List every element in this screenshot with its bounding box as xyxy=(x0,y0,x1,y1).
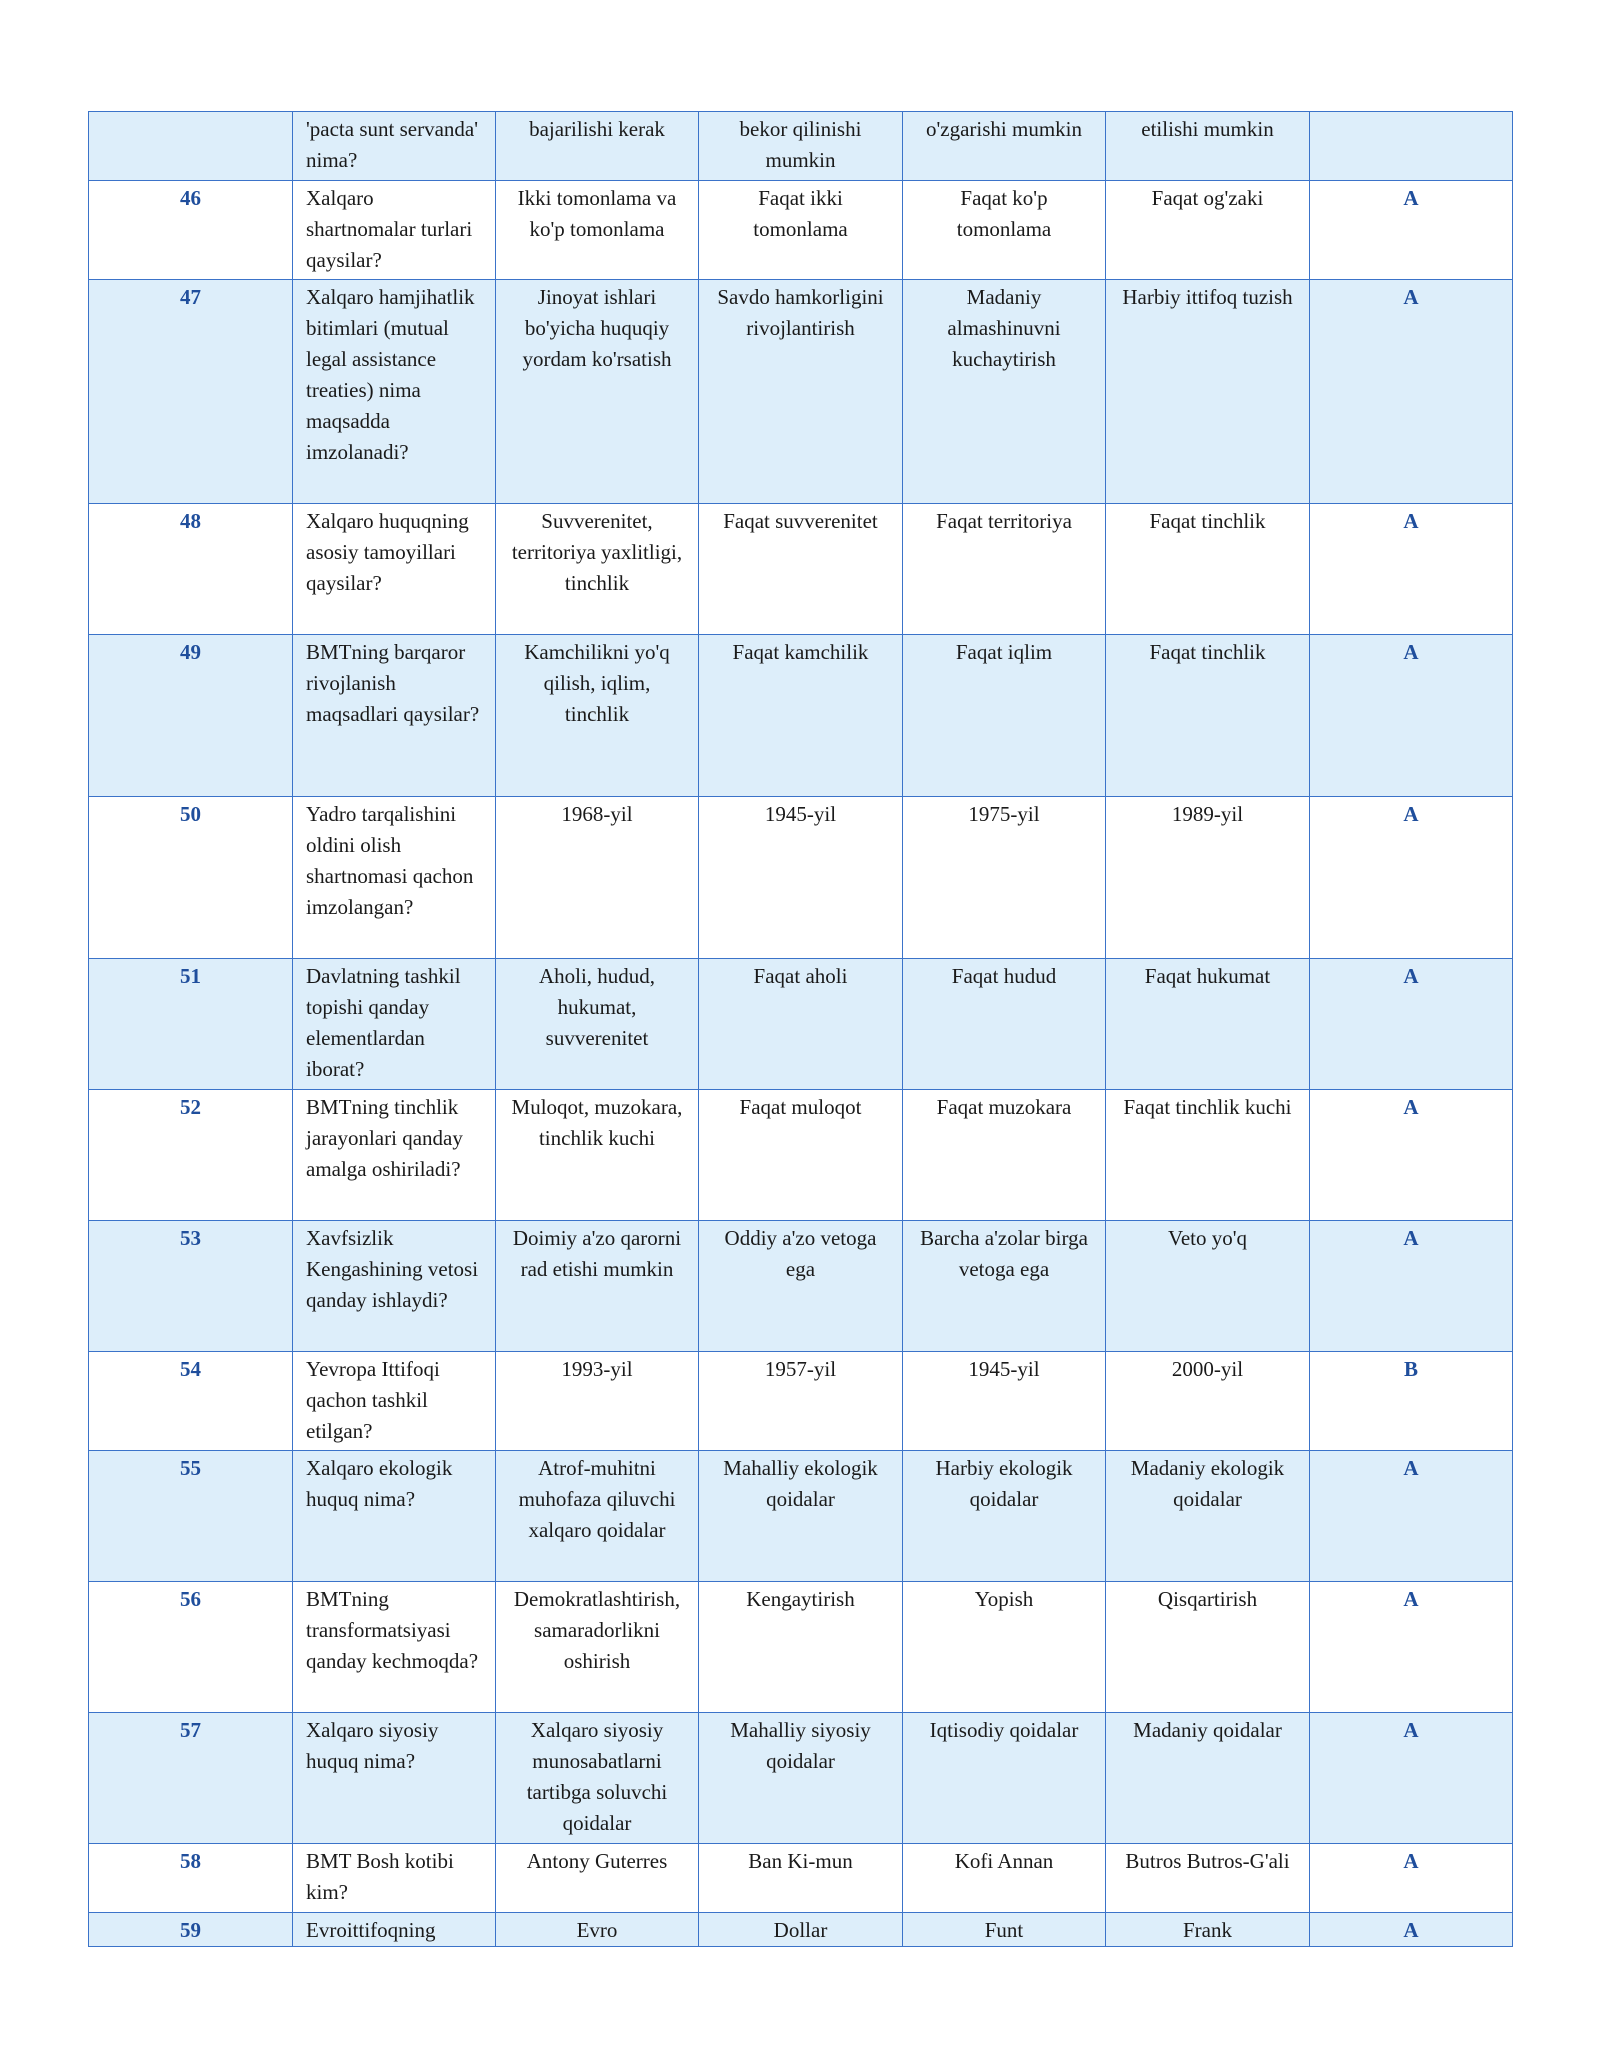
option-a: Aholi, hudud, hukumat, suvverenitet xyxy=(496,959,699,1090)
option-c: Faqat hudud xyxy=(903,959,1106,1090)
question-text: Yevropa Ittifoqi qachon tashkil etilgan? xyxy=(293,1352,496,1451)
option-b: Faqat aholi xyxy=(699,959,903,1090)
option-a: Atrof-muhitni muhofaza qiluvchi xalqaro qoidalar xyxy=(496,1451,699,1582)
question-number: 52 xyxy=(89,1090,293,1221)
option-d: Butros Butros-G'ali xyxy=(1106,1844,1310,1913)
correct-answer xyxy=(1310,112,1513,181)
question-number: 55 xyxy=(89,1451,293,1582)
option-b: bekor qilinishi mumkin xyxy=(699,112,903,181)
correct-answer: A xyxy=(1310,797,1513,959)
option-b: 1945-yil xyxy=(699,797,903,959)
option-c: Kofi Annan xyxy=(903,1844,1106,1913)
option-b: Faqat ikki tomonlama xyxy=(699,181,903,280)
table-row xyxy=(89,1713,1513,1844)
option-b: Mahalliy ekologik qoidalar xyxy=(699,1451,903,1582)
option-b: Kengaytirish xyxy=(699,1582,903,1713)
option-b: Faqat muloqot xyxy=(699,1090,903,1221)
option-d: Frank xyxy=(1106,1913,1310,1947)
option-a: 1993-yil xyxy=(496,1352,699,1451)
option-c: Faqat territoriya xyxy=(903,504,1106,635)
correct-answer: A xyxy=(1310,504,1513,635)
correct-answer: B xyxy=(1310,1352,1513,1451)
option-c: Barcha a'zolar birga vetoga ega xyxy=(903,1221,1106,1352)
table-row xyxy=(89,797,1513,959)
question-text: Davlatning tashkil topishi qanday elementlardan iborat? xyxy=(293,959,496,1090)
correct-answer: A xyxy=(1310,1582,1513,1713)
table-row xyxy=(89,280,1513,504)
option-a: Antony Guterres xyxy=(496,1844,699,1913)
correct-answer: A xyxy=(1310,1451,1513,1582)
table-row xyxy=(89,1582,1513,1713)
question-text: BMTning barqaror rivojlanish maqsadlari qaysilar? xyxy=(293,635,496,797)
option-d: Faqat tinchlik kuchi xyxy=(1106,1090,1310,1221)
question-text: Xalqaro hamjihatlik bitimlari (mutual legal assistance treaties) nima maqsadda imzolanadi? xyxy=(293,280,496,504)
option-a: bajarilishi kerak xyxy=(496,112,699,181)
correct-answer: A xyxy=(1310,1913,1513,1947)
option-c: Iqtisodiy qoidalar xyxy=(903,1713,1106,1844)
option-c: Faqat ko'p tomonlama xyxy=(903,181,1106,280)
option-a: Kamchilikni yo'q qilish, iqlim, tinchlik xyxy=(496,635,699,797)
correct-answer: A xyxy=(1310,635,1513,797)
option-a: Evro xyxy=(496,1913,699,1947)
question-number: 56 xyxy=(89,1582,293,1713)
table-row xyxy=(89,1352,1513,1451)
option-c: Funt xyxy=(903,1913,1106,1947)
question-text: Xalqaro ekologik huquq nima? xyxy=(293,1451,496,1582)
table-row xyxy=(89,112,1513,181)
question-number: 49 xyxy=(89,635,293,797)
table-row xyxy=(89,1913,1513,1947)
question-number: 47 xyxy=(89,280,293,504)
quiz-table-body xyxy=(89,112,1513,1947)
option-b: Faqat kamchilik xyxy=(699,635,903,797)
option-a: 1968-yil xyxy=(496,797,699,959)
question-number: 54 xyxy=(89,1352,293,1451)
option-b: 1957-yil xyxy=(699,1352,903,1451)
question-number: 59 xyxy=(89,1913,293,1947)
question-text: Xalqaro siyosiy huquq nima? xyxy=(293,1713,496,1844)
question-number xyxy=(89,112,293,181)
question-number: 50 xyxy=(89,797,293,959)
question-text: Xalqaro shartnomalar turlari qaysilar? xyxy=(293,181,496,280)
option-d: Madaniy qoidalar xyxy=(1106,1713,1310,1844)
option-b: Ban Ki-mun xyxy=(699,1844,903,1913)
correct-answer: A xyxy=(1310,280,1513,504)
option-c: 1975-yil xyxy=(903,797,1106,959)
option-b: Savdo hamkorligini rivojlantirish xyxy=(699,280,903,504)
question-number: 51 xyxy=(89,959,293,1090)
option-c: Harbiy ekologik qoidalar xyxy=(903,1451,1106,1582)
question-text: Yadro tarqalishini oldini olish shartnomasi qachon imzolangan? xyxy=(293,797,496,959)
table-row xyxy=(89,1451,1513,1582)
option-d: 2000-yil xyxy=(1106,1352,1310,1451)
question-text: 'pacta sunt servanda' nima? xyxy=(293,112,496,181)
correct-answer: A xyxy=(1310,1713,1513,1844)
table-row xyxy=(89,1844,1513,1913)
option-c: o'zgarishi mumkin xyxy=(903,112,1106,181)
option-c: Faqat muzokara xyxy=(903,1090,1106,1221)
option-a: Xalqaro siyosiy munosabatlarni tartibga soluvchi qoidalar xyxy=(496,1713,699,1844)
question-number: 57 xyxy=(89,1713,293,1844)
option-c: Faqat iqlim xyxy=(903,635,1106,797)
option-a: Suvverenitet, territoriya yaxlitligi, tinchlik xyxy=(496,504,699,635)
option-a: Jinoyat ishlari bo'yicha huquqiy yordam ko'rsatish xyxy=(496,280,699,504)
option-a: Doimiy a'zo qarorni rad etishi mumkin xyxy=(496,1221,699,1352)
table-row xyxy=(89,1090,1513,1221)
option-c: Madaniy almashinuvni kuchaytirish xyxy=(903,280,1106,504)
correct-answer: A xyxy=(1310,1844,1513,1913)
correct-answer: A xyxy=(1310,1090,1513,1221)
question-text: Evroittifoqning xyxy=(293,1913,496,1947)
table-row xyxy=(89,959,1513,1090)
option-a: Muloqot, muzokara, tinchlik kuchi xyxy=(496,1090,699,1221)
question-text: Xavfsizlik Kengashining vetosi qanday ishlaydi? xyxy=(293,1221,496,1352)
option-b: Oddiy a'zo vetoga ega xyxy=(699,1221,903,1352)
option-b: Mahalliy siyosiy qoidalar xyxy=(699,1713,903,1844)
option-a: Demokratlashtirish, samaradorlikni oshirish xyxy=(496,1582,699,1713)
question-number: 46 xyxy=(89,181,293,280)
option-b: Dollar xyxy=(699,1913,903,1947)
table-row xyxy=(89,1221,1513,1352)
table-row xyxy=(89,181,1513,280)
option-d: 1989-yil xyxy=(1106,797,1310,959)
quiz-table-container xyxy=(88,111,1512,1947)
question-text: BMT Bosh kotibi kim? xyxy=(293,1844,496,1913)
correct-answer: A xyxy=(1310,181,1513,280)
question-number: 48 xyxy=(89,504,293,635)
option-d: Veto yo'q xyxy=(1106,1221,1310,1352)
quiz-table xyxy=(88,111,1513,1947)
option-d: Qisqartirish xyxy=(1106,1582,1310,1713)
option-d: Madaniy ekologik qoidalar xyxy=(1106,1451,1310,1582)
option-d: Faqat tinchlik xyxy=(1106,504,1310,635)
option-c: Yopish xyxy=(903,1582,1106,1713)
question-number: 53 xyxy=(89,1221,293,1352)
correct-answer: A xyxy=(1310,1221,1513,1352)
option-d: Harbiy ittifoq tuzish xyxy=(1106,280,1310,504)
option-d: Faqat og'zaki xyxy=(1106,181,1310,280)
question-text: BMTning tinchlik jarayonlari qanday amalga oshiriladi? xyxy=(293,1090,496,1221)
table-row xyxy=(89,635,1513,797)
question-text: Xalqaro huquqning asosiy tamoyillari qaysilar? xyxy=(293,504,496,635)
option-d: Faqat tinchlik xyxy=(1106,635,1310,797)
option-d: Faqat hukumat xyxy=(1106,959,1310,1090)
option-d: etilishi mumkin xyxy=(1106,112,1310,181)
question-number: 58 xyxy=(89,1844,293,1913)
option-b: Faqat suvverenitet xyxy=(699,504,903,635)
option-a: Ikki tomonlama va ko'p tomonlama xyxy=(496,181,699,280)
option-c: 1945-yil xyxy=(903,1352,1106,1451)
correct-answer: A xyxy=(1310,959,1513,1090)
question-text: BMTning transformatsiyasi qanday kechmoqda? xyxy=(293,1582,496,1713)
table-row xyxy=(89,504,1513,635)
